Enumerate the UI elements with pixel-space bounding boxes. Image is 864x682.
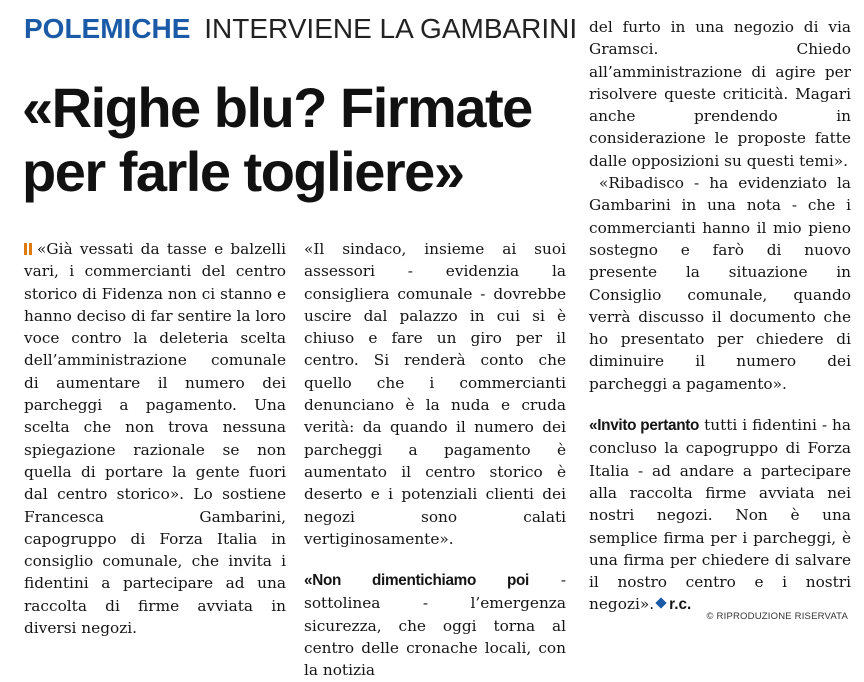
paragraph-text: del furto in una negozio di via Gramsci. Chiedo all’amministrazione di agire per risolvere queste criticità. Magari anche prendendo in considerazione le proposte fatte dalle opposizioni su questi temi». [589,18,851,170]
paragraph-text: «Già vessati da tasse e balzelli vari, i commercianti del centro storico di Fidenza non ci stanno e hanno deciso di far sentire la loro voce contro la deleteria scelta dell’amministrazione comunale di aumentare il numero dei parcheggi a pagamento. Una scelta che non trova nessuna spiegazione razionale se non quella di portare la gente fuori dal centro storico». Lo sostiene Francesca Gambarini, capogruppo di Forza Italia in consiglio comunale, che invita i fidentini a partecipare ad una raccolta di firme avviata in diversi negozi. [24,240,286,638]
paragraph-text: tutti i fidentini - ha concluso la capogruppo di Forza Italia - ad andare a partecipare alla raccolta firme avviata nei nostri negozi. Non è una semplice firma per i parcheggi, è una firma per chiedere di salvare il nostro centro e i nostri negozi». [589,416,851,614]
paragraph-text: «Il sindaco, insieme ai suoi assessori - evidenzia la consigliera comunale - dovrebbe uscire dal palazzo in cui si è chiuso e fare un giro per il centro. Si renderà conto che quello che i commercianti denunciano è la nuda e cruda verità: da quando il numero dei parcheggi a pagamento è aumentato il centro storico è deserto e i potenziali clienti dei negozi sono calati vertiginosamente». [304,240,566,548]
article-headline [22,76,582,204]
kicker-subtitle: INTERVIENE LA GAMBARINI [204,13,578,44]
author-signature: r.c. [669,596,692,614]
paragraph [589,414,851,617]
paragraph-text: - sottolinea - l’emergenza sicurezza, che oggi torna al centro delle cronache locali, con la notizia [304,571,566,680]
paragraph [589,16,851,172]
article-column-3 [589,16,851,617]
paragraph [24,238,286,639]
paragraph [589,172,851,395]
section-tag: POLEMICHE [24,13,191,44]
paragraph-lead: «Invito pertanto [589,417,700,435]
copyright-notice: © RIPRODUZIONE RISERVATA [706,611,848,622]
paragraph [304,569,566,681]
paragraph-text: «Ribadisco - ha evidenziato la Gambarini in una nota - che i commercianti hanno il mio pieno sostegno e farò di nuovo presente la situazione in Consiglio comunale, quando verrà discusso il documento che ho presentato per chiedere di diminuire il numero dei parcheggi a pagamento». [589,174,851,393]
headline-line-1: «Righe blu? Firmate [22,76,532,139]
paragraph [304,238,566,550]
diamond-icon [655,598,666,609]
article-column-2 [304,238,566,682]
article-column-1 [24,238,286,639]
article-kicker [24,12,577,46]
paragraph-lead: «Non dimentichiamo poi [304,572,529,590]
headline-line-2: per farle togliere» [22,140,464,203]
start-marker-icon [24,243,33,255]
